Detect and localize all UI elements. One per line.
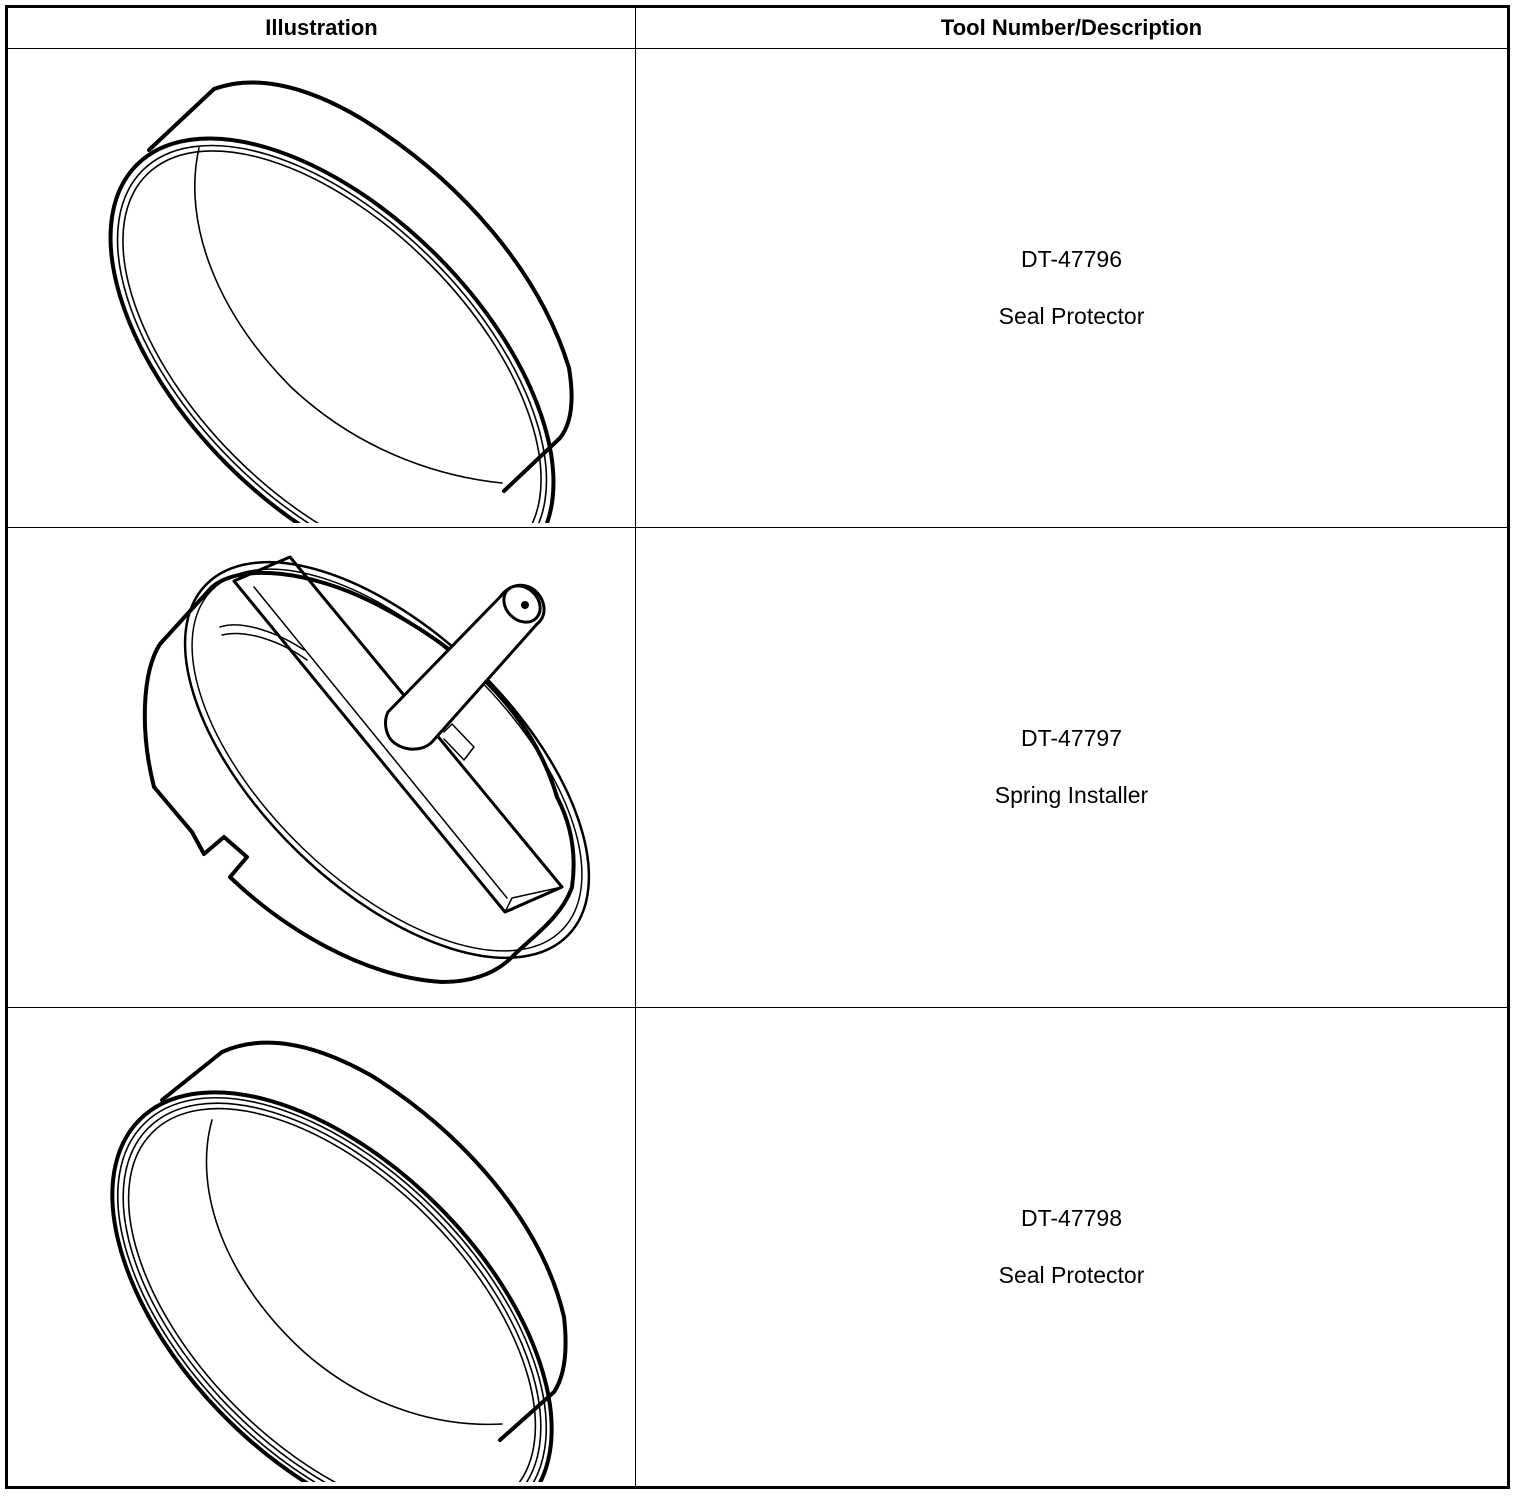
illustration-cell	[7, 528, 636, 1007]
description-cell	[636, 528, 1509, 1007]
table-row	[7, 49, 1509, 528]
header-tool-description: Tool Number/Description	[636, 7, 1509, 49]
table-row	[7, 1007, 1509, 1487]
tool-name: Seal Protector	[998, 303, 1145, 330]
tool-name: Seal Protector	[998, 1261, 1145, 1288]
tool-name: Spring Installer	[994, 782, 1149, 809]
tool-number: DT-47796	[1020, 246, 1122, 273]
illustration-cell	[7, 49, 636, 528]
illustration-cell	[7, 1007, 636, 1487]
seal-protector-ring-icon	[42, 53, 602, 523]
spring-installer-icon	[42, 532, 602, 1002]
header-illustration: Illustration	[7, 7, 636, 49]
table-row	[7, 528, 1509, 1007]
description-cell	[636, 1007, 1509, 1487]
seal-protector-ring-icon	[42, 1012, 602, 1482]
tool-number: DT-47798	[1020, 1204, 1122, 1231]
description-cell	[636, 49, 1509, 528]
header-row	[7, 7, 1509, 49]
tool-number: DT-47797	[1020, 725, 1122, 752]
special-tools-table	[5, 5, 1510, 1489]
